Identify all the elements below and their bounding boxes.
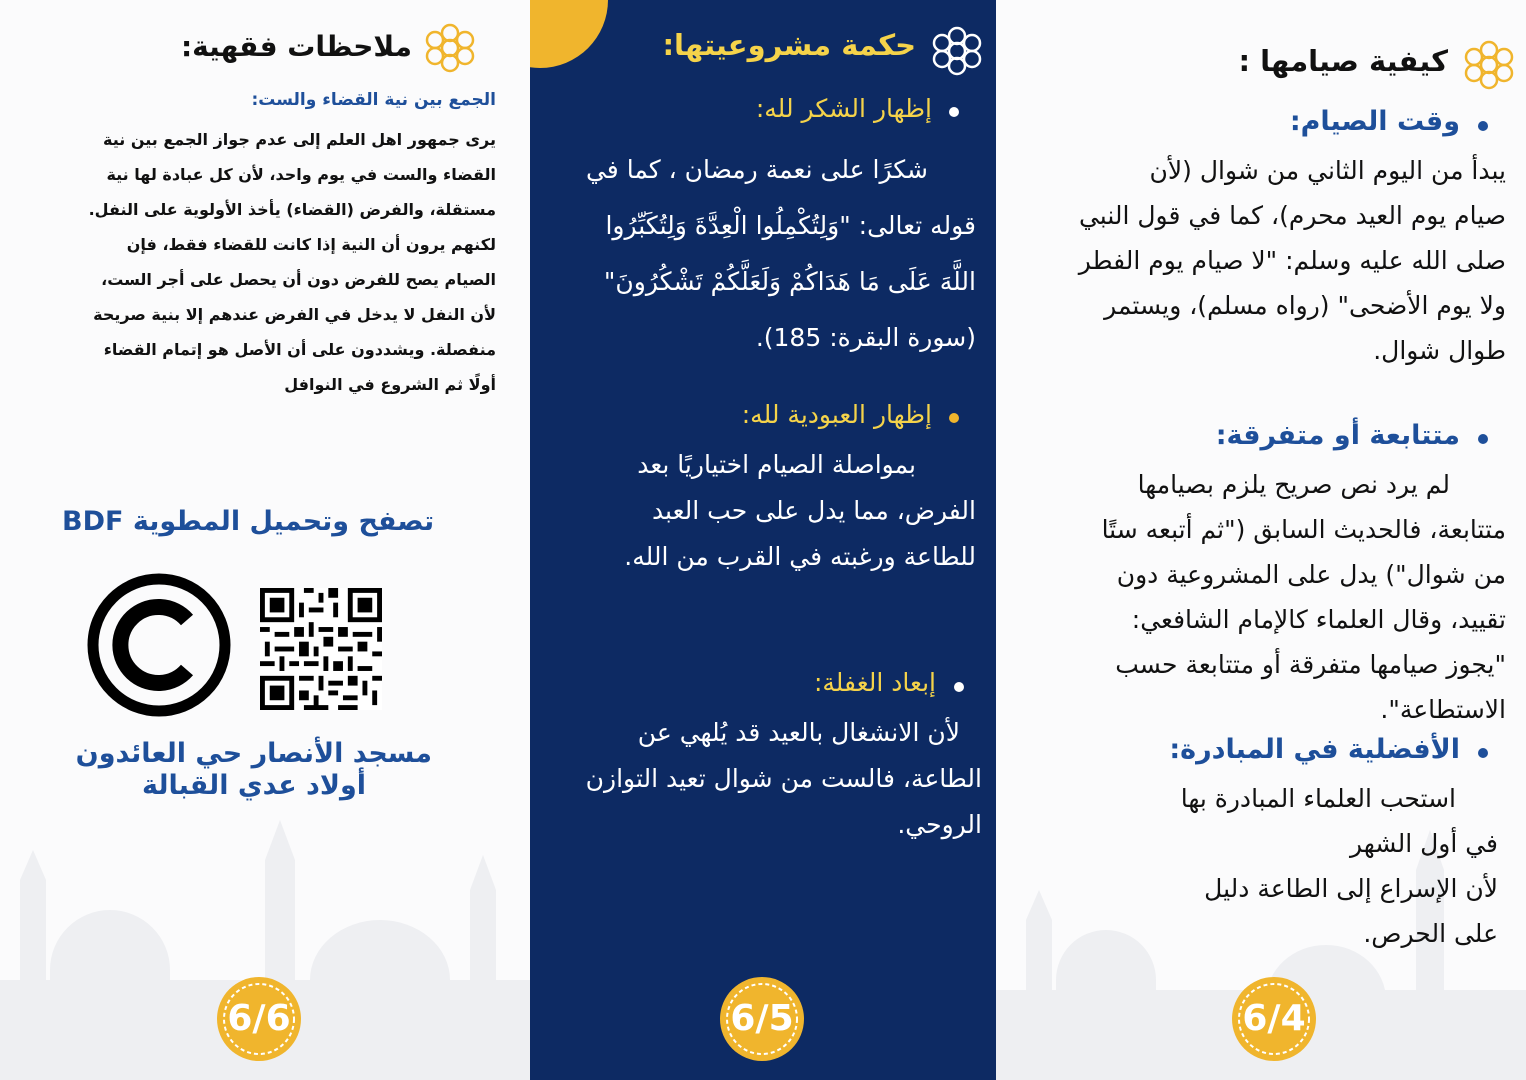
mosque-line-1: مسجد الأنصار حي العائدون bbox=[75, 738, 432, 769]
left-line: لأن النفل لا يدخل في الفرض عندهم إلا بنية صريحة bbox=[93, 305, 496, 324]
middle-section-body bbox=[536, 142, 976, 366]
left-panel bbox=[0, 0, 530, 1080]
middle-line: شكرًا على نعمة رمضان ، كما في bbox=[585, 155, 928, 184]
left-line: القضاء والست في يوم واحد، لأن كل عبادة لها نية bbox=[106, 165, 496, 184]
right-line: متتابعة، فالحديث السابق ("ثم أتبعه ستًا bbox=[1101, 515, 1506, 544]
right-section-heading: الأفضلية في المبادرة: bbox=[1169, 734, 1460, 765]
right-line: صلى الله عليه وسلم: "لا صيام يوم الفطر bbox=[1078, 246, 1506, 275]
middle-line: بمواصلة الصيام اختياريًا بعد bbox=[637, 450, 916, 479]
middle-line: الطاعة، فالست من شوال تعيد التوازن bbox=[585, 764, 982, 793]
page-badge-right bbox=[1231, 976, 1317, 1062]
bullet-icon bbox=[1478, 748, 1488, 758]
page-number: 6/6 bbox=[227, 998, 291, 1039]
left-line: مستقلة، والفرض (القضاء) يأخذ الأولوية على النفل. bbox=[88, 200, 496, 219]
flower-ornament-icon bbox=[928, 22, 986, 80]
page-badge-middle bbox=[719, 976, 805, 1062]
left-subheading: الجمع بين نية القضاء والست: bbox=[251, 90, 496, 110]
right-line: استحب العلماء المبادرة بها bbox=[1180, 784, 1456, 813]
left-line: يرى جمهور اهل العلم إلى عدم جواز الجمع بين نية bbox=[103, 130, 496, 149]
left-line: منفصلة. ويشددون على أن الأصل هو إتمام القضاء bbox=[103, 340, 496, 359]
qr-code-icon[interactable] bbox=[260, 588, 382, 710]
right-line: ولا يوم الأضحى" (رواه مسلم)، ويستمر bbox=[1104, 291, 1506, 320]
right-section-body bbox=[1008, 776, 1498, 956]
right-line: تقييد، وقال العلماء كالإمام الشافعي: bbox=[1131, 605, 1506, 634]
left-line: لكنهم يرون أن النية إذا كانت للقضاء فقط، فإن bbox=[126, 235, 496, 254]
middle-panel bbox=[530, 0, 996, 1080]
page-number: 6/5 bbox=[730, 998, 794, 1039]
bullet-icon bbox=[949, 413, 959, 423]
copyright-symbol-text: © bbox=[84, 570, 85, 571]
left-title: ملاحظات فقهية: bbox=[180, 30, 412, 63]
middle-line: قوله تعالى: "وَلِتُكْمِلُوا الْعِدَّةَ وَلِتُكَبِّرُوا bbox=[605, 211, 976, 240]
right-panel bbox=[996, 0, 1526, 1080]
middle-line: اللَّهَ عَلَى مَا هَدَاكُمْ وَلَعَلَّكُمْ تَشْكُرُونَ" bbox=[603, 267, 976, 296]
right-line: طوال شوال. bbox=[1373, 336, 1506, 365]
middle-section-heading: إظهار العبودية لله: bbox=[741, 400, 932, 429]
bullet-icon bbox=[1478, 121, 1488, 131]
left-body bbox=[16, 122, 496, 402]
middle-line: الفرض، مما يدل على حب العبد bbox=[651, 496, 976, 525]
right-line: لم يرد نص صريح يلزم بصيامها bbox=[1137, 470, 1450, 499]
middle-line: للطاعة ورغبته في القرب من الله. bbox=[624, 542, 976, 571]
right-line: لأن الإسراع إلى الطاعة دليل bbox=[1204, 874, 1498, 903]
copyright-icon bbox=[84, 570, 234, 720]
right-line: الاستطاعة". bbox=[1380, 695, 1506, 724]
left-line: الصيام يصح للفرض دون أن يحصل على أجر الست، bbox=[101, 270, 496, 289]
gold-circle-decoration bbox=[530, 0, 610, 70]
download-label[interactable]: تصفح وتحميل المطوية BDF bbox=[62, 506, 435, 537]
flower-ornament-icon bbox=[1460, 36, 1518, 94]
flower-ornament-icon bbox=[422, 20, 478, 76]
bullet-icon bbox=[949, 107, 959, 117]
right-section-body bbox=[1006, 462, 1506, 732]
mosque-line-2: أولاد عدي القبالة bbox=[141, 770, 367, 801]
middle-section-heading: إبعاد الغفلة: bbox=[813, 668, 936, 697]
left-line: أولًا ثم الشروع في النوافل bbox=[284, 375, 496, 394]
bullet-icon bbox=[1478, 434, 1488, 444]
right-title: كيفية صيامها : bbox=[1238, 44, 1448, 78]
page-number: 6/4 bbox=[1242, 998, 1306, 1039]
middle-line: لأن الانشغال بالعيد قد يُلهي عن bbox=[637, 718, 960, 747]
bullet-icon bbox=[954, 682, 964, 692]
page-badge-left bbox=[216, 976, 302, 1062]
middle-line: الروحي. bbox=[897, 810, 982, 839]
middle-line: (سورة البقرة: 185). bbox=[755, 323, 976, 352]
right-line: في أول الشهر bbox=[1349, 829, 1498, 858]
middle-section-heading: إظهار الشكر لله: bbox=[755, 94, 932, 123]
right-line: يبدأ من اليوم الثاني من شوال (لأن bbox=[1149, 156, 1506, 185]
right-section-heading: متتابعة أو متفرقة: bbox=[1215, 420, 1460, 451]
right-line: صيام يوم العيد محرم)، كما في قول النبي bbox=[1078, 201, 1506, 230]
middle-title: حكمة مشروعيتها: bbox=[662, 28, 916, 62]
right-section-heading: وقت الصيام: bbox=[1289, 106, 1460, 137]
right-line: من شوال") يدل على المشروعية دون bbox=[1116, 560, 1506, 589]
right-section-body bbox=[1006, 148, 1506, 373]
middle-section-body bbox=[536, 710, 982, 848]
mosque-name bbox=[76, 738, 432, 802]
right-line: على الحرص. bbox=[1363, 919, 1498, 948]
right-line: "يجوز صيامها متفرقة أو متتابعة حسب bbox=[1115, 650, 1506, 679]
middle-section-body bbox=[536, 442, 976, 580]
